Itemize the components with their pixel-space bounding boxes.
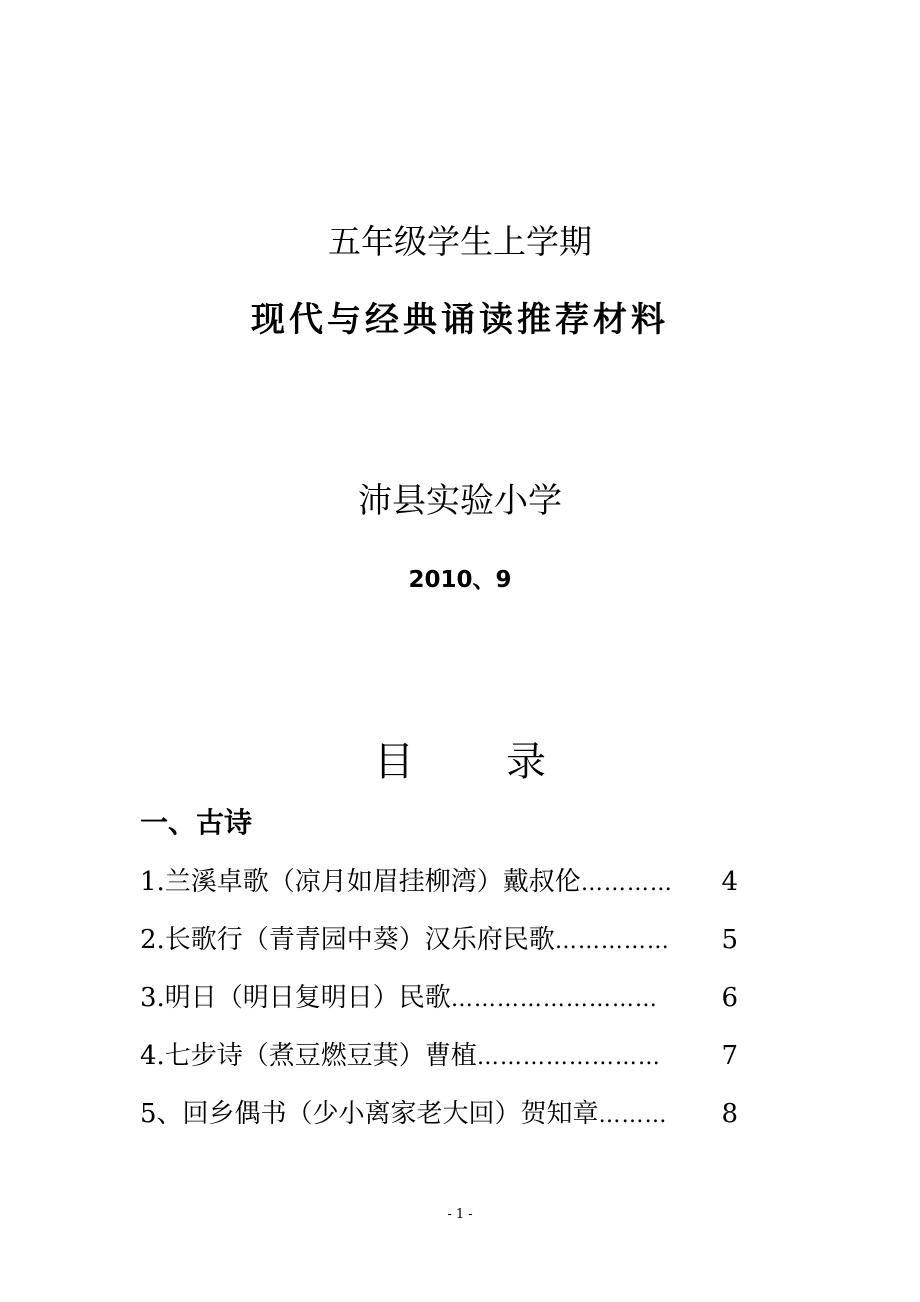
toc-item-text: 5、回乡偶书（少小离家老大回）贺知章 <box>140 1099 599 1129</box>
toc-heading-left: 目 <box>374 739 414 785</box>
page-number-footer: - 1 - <box>447 1207 473 1222</box>
toc-item <box>140 1036 738 1078</box>
toc-item-page: 4 <box>721 867 738 897</box>
toc-section-heading: 一、古诗 <box>140 806 253 839</box>
toc-heading-right: 录 <box>506 739 546 785</box>
toc-item-text: 4.七步诗（煮豆燃豆萁）曹植 <box>140 1041 477 1071</box>
toc-item-text: 1.兰溪卓歌（凉月如眉挂柳湾）戴叔伦 <box>140 867 581 897</box>
toc-item-page: 6 <box>721 983 738 1013</box>
toc-item <box>140 920 738 962</box>
toc-item <box>140 862 738 904</box>
toc-item-text: 2.长歌行（青青园中葵）汉乐府民歌 <box>140 925 555 955</box>
document-title-line2: 现代与经典诵读推荐材料 <box>251 300 669 340</box>
school-name: 沛县实验小学 <box>358 481 562 521</box>
toc-item-text: 3.明日（明日复明日）民歌 <box>140 983 451 1013</box>
toc-item-leader: ………… <box>580 871 673 896</box>
toc-item-page: 7 <box>721 1041 738 1071</box>
toc-item-leader: ……………………… <box>450 987 658 1012</box>
toc-item-page: 5 <box>721 925 738 955</box>
toc-item-leader: ……… <box>598 1103 668 1128</box>
document-date: 2010、9 <box>408 567 512 593</box>
toc-item-leader: …………………… <box>476 1045 661 1070</box>
toc-heading <box>0 734 920 790</box>
document-title-line1: 五年级学生上学期 <box>328 222 592 261</box>
toc-item <box>140 1094 738 1136</box>
toc-item <box>140 978 738 1020</box>
toc-item-leader: …………… <box>554 929 670 954</box>
toc-item-page: 8 <box>721 1099 738 1129</box>
